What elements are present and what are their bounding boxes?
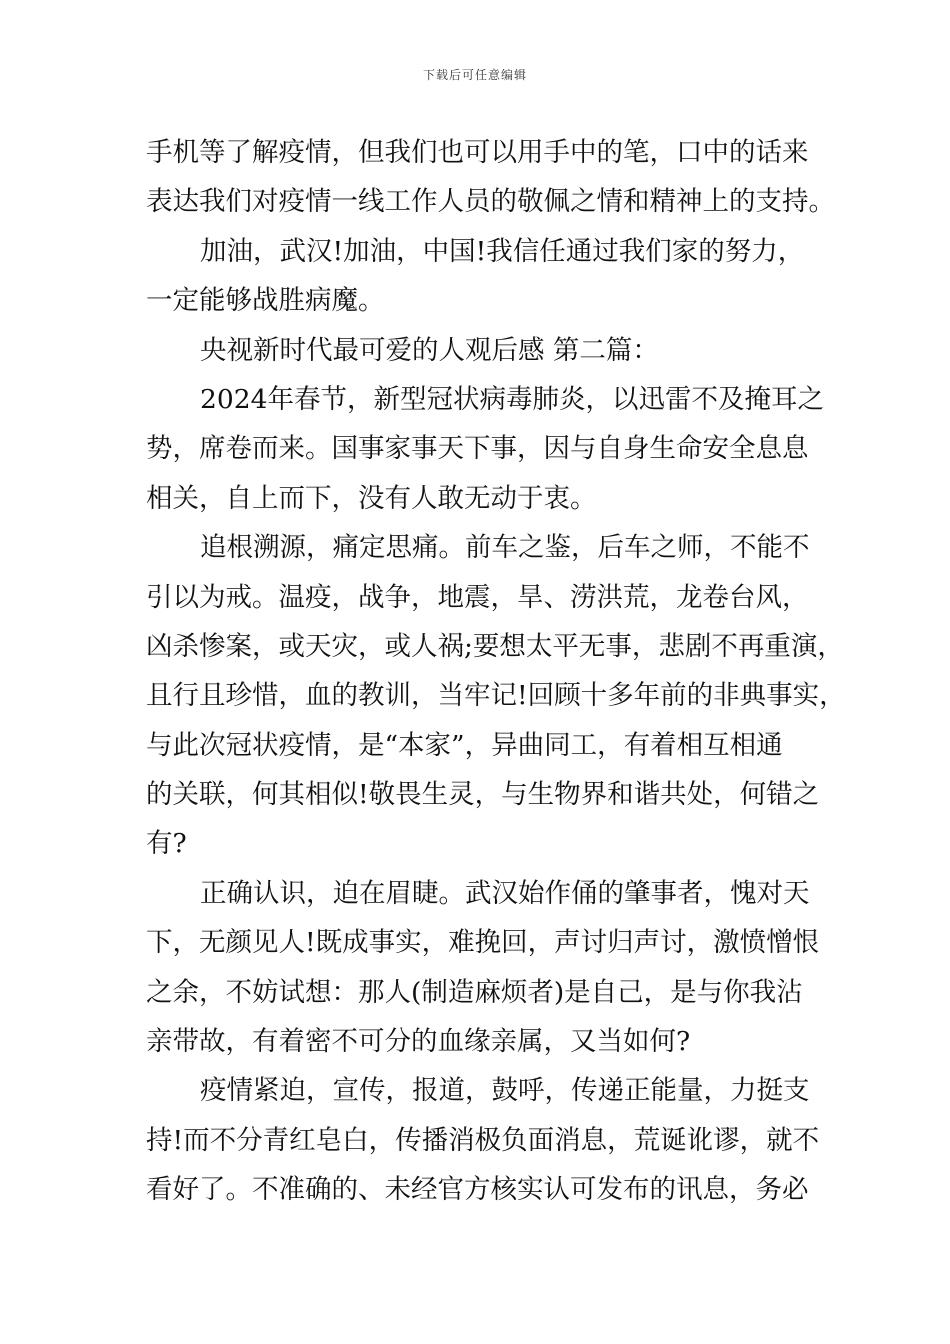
text-line: 引以为戒。温疫，战争，地震，旱、涝洪荒，龙卷台风， xyxy=(146,581,809,613)
section-heading: 央视新时代最可爱的人观后感 第二篇： xyxy=(200,334,659,366)
document-body xyxy=(146,128,846,1215)
paragraph-start-line: 正确认识，迫在眉睫。武汉始作俑的肇事者，愧对天 xyxy=(200,877,810,909)
text-line: 相关，自上而下，没有人敢无动于衷。 xyxy=(146,482,597,514)
text-line: 手机等了解疫情，但我们也可以用手中的笔，口中的话来 xyxy=(146,137,809,168)
text-line: 的关联，何其相似!敬畏生灵，与生物界和谐共处，何错之 xyxy=(146,779,820,811)
text-line: 一定能够战胜病魔。 xyxy=(146,285,385,317)
text-line: 下，无颜见人!既成事实，难挽回，声讨归声讨，激愤憎恨 xyxy=(146,927,820,959)
page-header-note: 下载后可任意编辑 xyxy=(422,68,527,82)
paragraph-start-line: 加油，武汉!加油，中国!我信任通过我们家的努力， xyxy=(200,235,805,267)
text-line: 表达我们对疫情一线工作人员的敬佩之情和精神上的支持。 xyxy=(146,186,835,218)
paragraph-start-line: 2024年春节，新型冠状病毒肺炎，以迅雷不及掩耳之 xyxy=(200,383,824,415)
text-line: 且行且珍惜，血的教训，当牢记!回顾十多年前的非典事实， xyxy=(146,680,846,712)
text-line: 凶杀惨案，或天灾，或人祸;要想太平无事，悲剧不再重演， xyxy=(146,630,844,662)
text-line: 看好了。不准确的、未经官方核实认可发布的讯息，务必 xyxy=(146,1174,809,1206)
text-line: 势，席卷而来。国事家事天下事，因与自身生命安全息息 xyxy=(146,433,809,465)
text-line: 持!而不分青红皂白，传播消极负面消息，荒诞讹谬，就不 xyxy=(146,1124,820,1156)
text-line: 亲带故，有着密不可分的血缘亲属，又当如何? xyxy=(146,1026,691,1058)
text-line: 有? xyxy=(146,828,187,860)
text-line: 之余，不妨试想：那人(制造麻烦者)是自己，是与你我沾 xyxy=(146,976,803,1008)
text-line: 与此次冠状疫情，是“本家”，异曲同工，有着相互相通 xyxy=(146,729,783,761)
paragraph-start-line: 疫情紧迫，宣传，报道，鼓呼，传递正能量，力挺支 xyxy=(200,1075,810,1107)
paragraph-start-line: 追根溯源，痛定思痛。前车之鉴，后车之师，不能不 xyxy=(200,532,810,564)
